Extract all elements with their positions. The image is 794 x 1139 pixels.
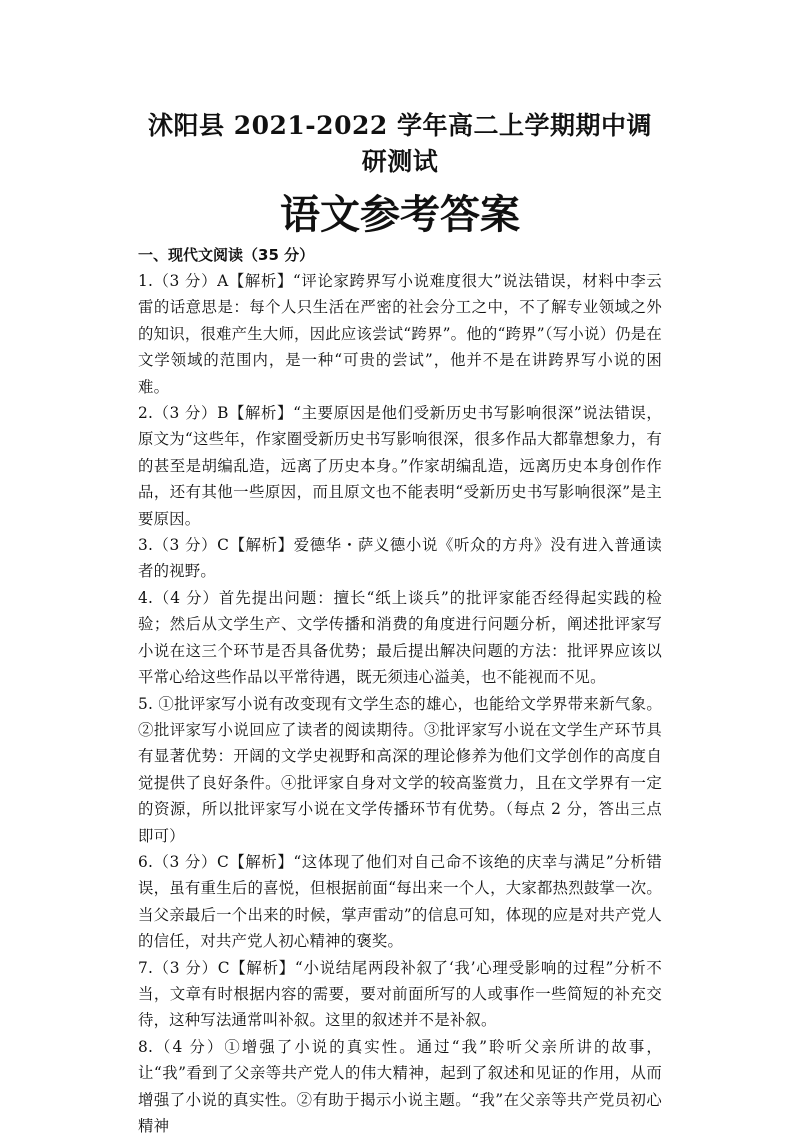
answer-paragraph-4: 4.（4 分）首先提出问题：擅长“纸上谈兵”的批评家能否经得起实践的检验；然后从文学生产、文学传播和消费的角度进行问题分析，阐述批评家写小说在这三个环节是否具备优势；最后提出解决问题的方法：批评界应该以平常心给这些作品以平常待遇，既无须违心溢美，也不能视而不见。: [138, 588, 662, 687]
answer-paragraph-7: 7.（3 分）C【解析】“小说结尾两段补叙了‘我’心理受影响的过程”分析不当，文章有时根据内容的需要，要对前面所写的人或事作一些简短的补充交待，这种写法通常叫补叙。这里的叙述并不是补叙。: [138, 958, 662, 1030]
answer-paragraph-5: 5. ①批评家写小说有改变现有文学生态的雄心，也能给文学界带来新气象。②批评家写小说回应了读者的阅读期待。③批评家写小说在文学生产环节具有显著优势：开阔的文学史视野和高深的理论修养为他们文学创作的高度自觉提供了良好条件。④批评家自身对文学的较高鉴赏力，且在文学界有一定的资源，所以批评家写小说在文学传播环节有优势。（每点 2 分，答出三点即可）: [138, 694, 662, 845]
answer-paragraph-1: 1.（3 分）A【解析】“评论家跨界写小说难度很大”说法错误，材料中李云雷的话意思是：每个人只生活在严密的社会分工之中，不了解专业领域之外的知识，很难产生大师，因此应该尝试“跨界”。他的“跨界”（写小说）仍是在文学领域的范围内，是一种“可贵的尝试”，他并不是在讲跨界写小说的困难。: [138, 272, 662, 396]
section-heading: 一、现代文阅读（35 分）: [138, 246, 315, 264]
answer-paragraph-2: 2.（3 分）B【解析】“主要原因是他们受新历史书写影响很深”说法错误，原文为“这些年，作家圈受新历史书写影响很深，很多作品大都靠想象力，有的甚至是胡编乱造，远离了历史本身。”作家胡编乱造，远离历史本身创作作品，还有其他一些原因，而且原文也不能表明“受新历史书写影响很深”是主要原因。: [138, 404, 662, 528]
document-title: 沭阳县 2021-2022 学年高二上学期期中调研测试: [148, 111, 652, 176]
answer-paragraph-6: 6.（3 分）C【解析】“这体现了他们对自己命不该绝的庆幸与满足”分析错误，虽有重生后的喜悦，但根据前面“每出来一个人，大家都热烈鼓掌一次。当父亲最后一个出来的时候，掌声雷动”的信息可知，体现的应是对共产党人的信任，对共产党人初心精神的褒奖。: [138, 852, 662, 951]
document-subtitle: 语文参考答案: [280, 192, 520, 238]
answer-paragraph-8: 8.（4 分）①增强了小说的真实性。通过“我”聆听父亲所讲的故事，让“我”看到了父亲等共产党人的伟大精神，起到了叙述和见证的作用，从而增强了小说的真实性。②有助于揭示小说主题。“我”在父亲等共产党员初心精神: [138, 1037, 662, 1135]
answer-paragraph-3: 3.（3 分）C【解析】爱德华・萨义德小说《听众的方舟》没有进入普通读者的视野。: [138, 536, 662, 581]
